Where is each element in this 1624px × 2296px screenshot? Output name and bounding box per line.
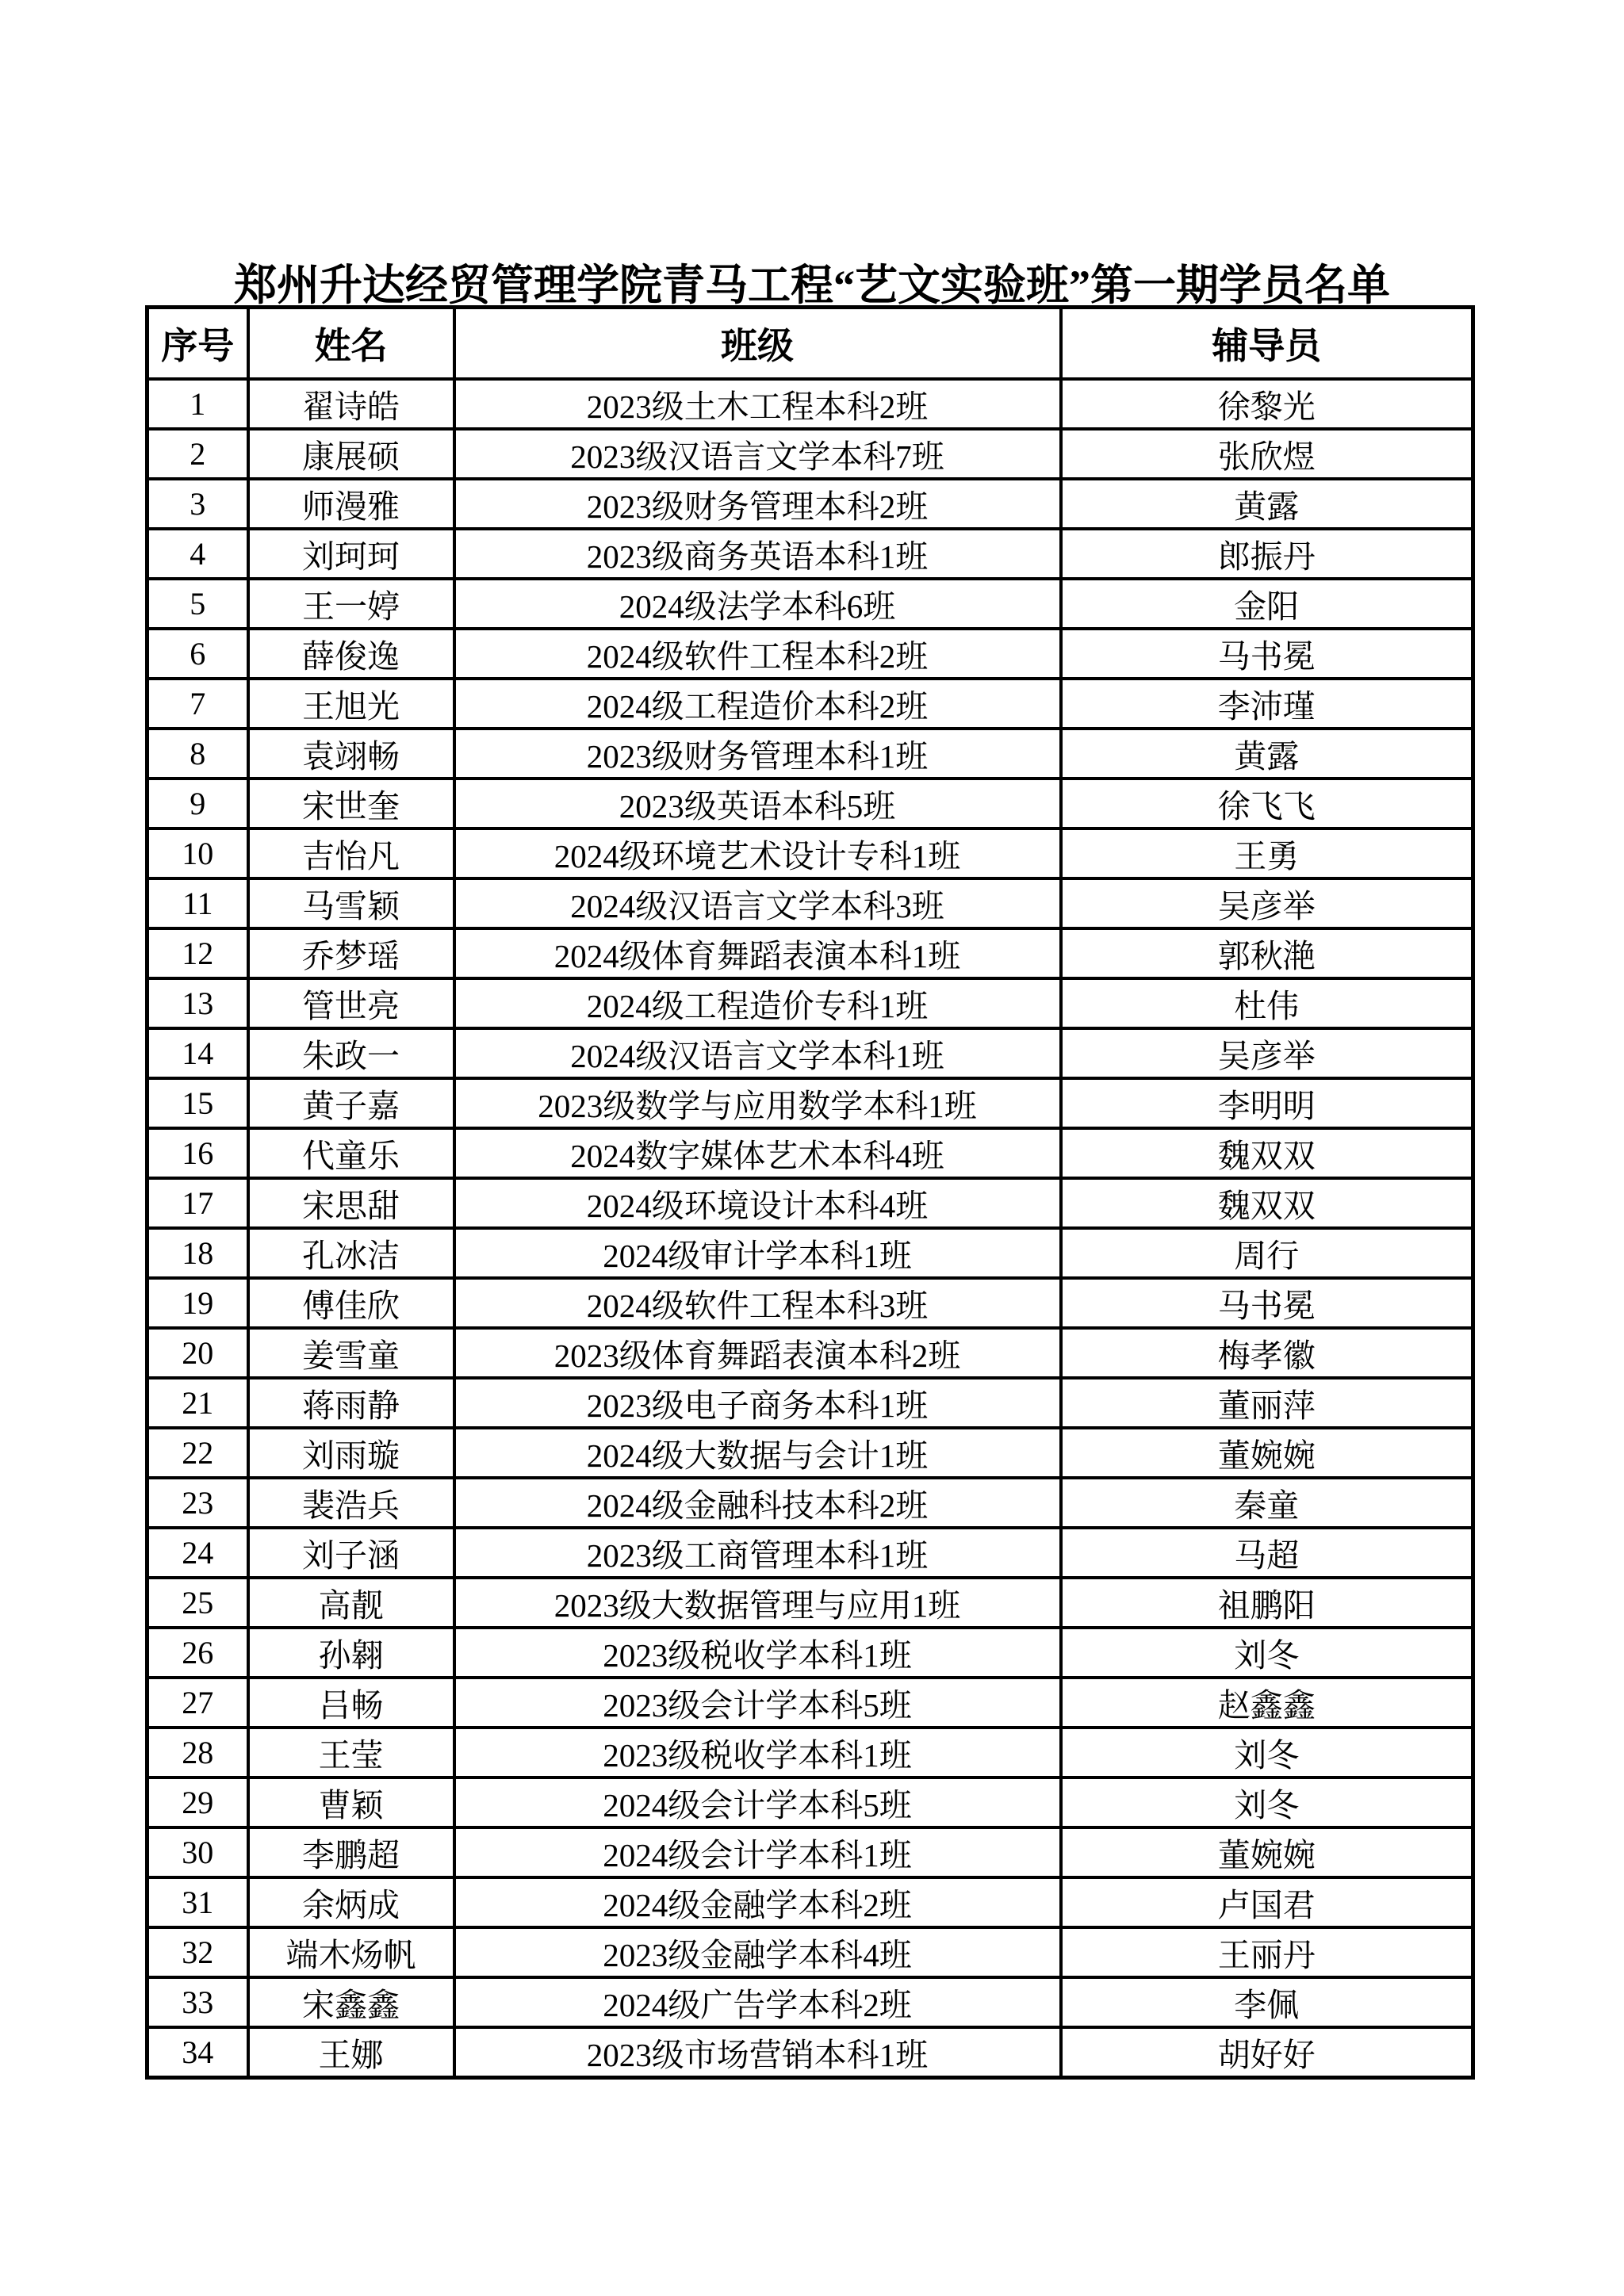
table-row xyxy=(147,1578,1473,1628)
cell-name: 姜雪童 xyxy=(248,1328,454,1378)
table-row xyxy=(147,1278,1473,1328)
cell-counselor: 赵鑫鑫 xyxy=(1061,1678,1473,1728)
table-row xyxy=(147,1927,1473,1977)
cell-counselor: 李佩 xyxy=(1061,1977,1473,2027)
cell-class: 2024级软件工程本科2班 xyxy=(454,629,1061,679)
cell-counselor: 徐黎光 xyxy=(1061,379,1473,429)
cell-name: 曹颖 xyxy=(248,1777,454,1827)
cell-class: 2023级汉语言文学本科7班 xyxy=(454,429,1061,479)
cell-counselor: 吴彦举 xyxy=(1061,1028,1473,1078)
cell-no: 4 xyxy=(147,529,248,579)
cell-counselor: 马书冕 xyxy=(1061,1278,1473,1328)
table-row xyxy=(147,1378,1473,1428)
cell-class: 2023级土木工程本科2班 xyxy=(454,379,1061,429)
table-row xyxy=(147,928,1473,978)
table-row xyxy=(147,1678,1473,1728)
cell-name: 孔冰洁 xyxy=(248,1228,454,1278)
cell-class: 2023级工商管理本科1班 xyxy=(454,1528,1061,1578)
cell-counselor: 王丽丹 xyxy=(1061,1927,1473,1977)
cell-no: 9 xyxy=(147,779,248,828)
cell-class: 2023级数学与应用数学本科1班 xyxy=(454,1078,1061,1128)
student-roster-table xyxy=(145,305,1475,2080)
cell-counselor: 张欣煜 xyxy=(1061,429,1473,479)
cell-counselor: 杜伟 xyxy=(1061,978,1473,1028)
cell-no: 15 xyxy=(147,1078,248,1128)
cell-name: 师漫雅 xyxy=(248,479,454,529)
table-row xyxy=(147,729,1473,779)
cell-class: 2024级环境设计本科4班 xyxy=(454,1178,1061,1228)
cell-counselor: 王勇 xyxy=(1061,828,1473,878)
table-row xyxy=(147,1128,1473,1178)
cell-no: 13 xyxy=(147,978,248,1028)
cell-name: 刘雨璇 xyxy=(248,1428,454,1478)
cell-class: 2024级金融学本科2班 xyxy=(454,1877,1061,1927)
cell-counselor: 李明明 xyxy=(1061,1078,1473,1128)
cell-no: 12 xyxy=(147,928,248,978)
cell-counselor: 董婉婉 xyxy=(1061,1428,1473,1478)
cell-counselor: 卢国君 xyxy=(1061,1877,1473,1927)
table-row xyxy=(147,1078,1473,1128)
table-row xyxy=(147,529,1473,579)
cell-counselor: 马书冕 xyxy=(1061,629,1473,679)
table-row xyxy=(147,629,1473,679)
cell-name: 蒋雨静 xyxy=(248,1378,454,1428)
table-row xyxy=(147,679,1473,729)
column-header-class: 班级 xyxy=(454,308,1061,380)
cell-class: 2023级金融学本科4班 xyxy=(454,1927,1061,1977)
cell-class: 2024级软件工程本科3班 xyxy=(454,1278,1061,1328)
table-row xyxy=(147,1777,1473,1827)
cell-no: 27 xyxy=(147,1678,248,1728)
table-header-row xyxy=(147,308,1473,380)
cell-name: 宋思甜 xyxy=(248,1178,454,1228)
table-row xyxy=(147,379,1473,429)
cell-name: 王一婷 xyxy=(248,579,454,629)
cell-class: 2023级大数据管理与应用1班 xyxy=(454,1578,1061,1628)
cell-no: 30 xyxy=(147,1827,248,1877)
cell-name: 吕畅 xyxy=(248,1678,454,1728)
cell-no: 17 xyxy=(147,1178,248,1228)
cell-name: 吉怡凡 xyxy=(248,828,454,878)
cell-no: 18 xyxy=(147,1228,248,1278)
cell-no: 2 xyxy=(147,429,248,479)
cell-name: 余炳成 xyxy=(248,1877,454,1927)
cell-no: 20 xyxy=(147,1328,248,1378)
cell-class: 2024级会计学本科1班 xyxy=(454,1827,1061,1877)
cell-no: 31 xyxy=(147,1877,248,1927)
cell-name: 傅佳欣 xyxy=(248,1278,454,1328)
cell-class: 2024级广告学本科2班 xyxy=(454,1977,1061,2027)
cell-no: 19 xyxy=(147,1278,248,1328)
cell-class: 2023级税收学本科1班 xyxy=(454,1728,1061,1777)
table-row xyxy=(147,1178,1473,1228)
table-row xyxy=(147,429,1473,479)
cell-class: 2024级法学本科6班 xyxy=(454,579,1061,629)
cell-class: 2023级财务管理本科1班 xyxy=(454,729,1061,779)
cell-name: 马雪颖 xyxy=(248,878,454,928)
cell-no: 29 xyxy=(147,1777,248,1827)
cell-name: 黄子嘉 xyxy=(248,1078,454,1128)
table-row xyxy=(147,779,1473,828)
table-row xyxy=(147,878,1473,928)
cell-class: 2023级商务英语本科1班 xyxy=(454,529,1061,579)
cell-counselor: 梅孝徽 xyxy=(1061,1328,1473,1378)
cell-no: 1 xyxy=(147,379,248,429)
cell-counselor: 胡好好 xyxy=(1061,2027,1473,2078)
cell-name: 宋鑫鑫 xyxy=(248,1977,454,2027)
cell-class: 2024级金融科技本科2班 xyxy=(454,1478,1061,1528)
cell-name: 翟诗皓 xyxy=(248,379,454,429)
cell-name: 刘珂珂 xyxy=(248,529,454,579)
table-row xyxy=(147,1728,1473,1777)
cell-counselor: 魏双双 xyxy=(1061,1178,1473,1228)
cell-no: 25 xyxy=(147,1578,248,1628)
cell-counselor: 郎振丹 xyxy=(1061,529,1473,579)
cell-no: 28 xyxy=(147,1728,248,1777)
cell-name: 乔梦瑶 xyxy=(248,928,454,978)
cell-no: 21 xyxy=(147,1378,248,1428)
cell-counselor: 郭秋滟 xyxy=(1061,928,1473,978)
cell-class: 2024级工程造价专科1班 xyxy=(454,978,1061,1028)
cell-no: 8 xyxy=(147,729,248,779)
cell-counselor: 祖鹏阳 xyxy=(1061,1578,1473,1628)
cell-name: 代童乐 xyxy=(248,1128,454,1178)
cell-class: 2024级环境艺术设计专科1班 xyxy=(454,828,1061,878)
cell-name: 薛俊逸 xyxy=(248,629,454,679)
cell-counselor: 吴彦举 xyxy=(1061,878,1473,928)
cell-name: 李鹏超 xyxy=(248,1827,454,1877)
cell-class: 2024级汉语言文学本科1班 xyxy=(454,1028,1061,1078)
cell-name: 袁翊畅 xyxy=(248,729,454,779)
cell-class: 2023级电子商务本科1班 xyxy=(454,1378,1061,1428)
cell-counselor: 刘冬 xyxy=(1061,1777,1473,1827)
cell-class: 2024级体育舞蹈表演本科1班 xyxy=(454,928,1061,978)
cell-counselor: 刘冬 xyxy=(1061,1728,1473,1777)
cell-no: 22 xyxy=(147,1428,248,1478)
table-row xyxy=(147,1028,1473,1078)
table-body xyxy=(147,379,1473,2078)
cell-no: 33 xyxy=(147,1977,248,2027)
cell-counselor: 徐飞飞 xyxy=(1061,779,1473,828)
cell-counselor: 金阳 xyxy=(1061,579,1473,629)
column-header-counselor: 辅导员 xyxy=(1061,308,1473,380)
cell-name: 端木炀帆 xyxy=(248,1927,454,1977)
table-row xyxy=(147,1628,1473,1678)
cell-no: 6 xyxy=(147,629,248,679)
cell-counselor: 周行 xyxy=(1061,1228,1473,1278)
cell-name: 刘子涵 xyxy=(248,1528,454,1578)
cell-name: 康展硕 xyxy=(248,429,454,479)
cell-class: 2024级大数据与会计1班 xyxy=(454,1428,1061,1478)
table-row xyxy=(147,1827,1473,1877)
table-row xyxy=(147,2027,1473,2078)
cell-counselor: 董丽萍 xyxy=(1061,1378,1473,1428)
cell-no: 23 xyxy=(147,1478,248,1528)
cell-no: 34 xyxy=(147,2027,248,2078)
cell-counselor: 刘冬 xyxy=(1061,1628,1473,1678)
table-row xyxy=(147,479,1473,529)
cell-class: 2023级市场营销本科1班 xyxy=(454,2027,1061,2078)
cell-class: 2023级英语本科5班 xyxy=(454,779,1061,828)
cell-name: 裴浩兵 xyxy=(248,1478,454,1528)
table-row xyxy=(147,1478,1473,1528)
column-header-name: 姓名 xyxy=(248,308,454,380)
table-row xyxy=(147,1528,1473,1578)
cell-no: 16 xyxy=(147,1128,248,1178)
table-row xyxy=(147,1977,1473,2027)
table-row xyxy=(147,1228,1473,1278)
cell-name: 高靓 xyxy=(248,1578,454,1628)
cell-counselor: 秦童 xyxy=(1061,1478,1473,1528)
cell-no: 5 xyxy=(147,579,248,629)
cell-class: 2024级汉语言文学本科3班 xyxy=(454,878,1061,928)
cell-class: 2023级会计学本科5班 xyxy=(454,1678,1061,1728)
table-row xyxy=(147,579,1473,629)
cell-counselor: 黄露 xyxy=(1061,479,1473,529)
cell-no: 26 xyxy=(147,1628,248,1678)
cell-name: 孙翱 xyxy=(248,1628,454,1678)
cell-no: 11 xyxy=(147,878,248,928)
cell-counselor: 李沛瑾 xyxy=(1061,679,1473,729)
table-row xyxy=(147,1877,1473,1927)
cell-name: 王旭光 xyxy=(248,679,454,729)
cell-no: 3 xyxy=(147,479,248,529)
table-row xyxy=(147,1428,1473,1478)
cell-class: 2024级审计学本科1班 xyxy=(454,1228,1061,1278)
cell-class: 2024级工程造价本科2班 xyxy=(454,679,1061,729)
cell-no: 7 xyxy=(147,679,248,729)
cell-no: 10 xyxy=(147,828,248,878)
cell-name: 王娜 xyxy=(248,2027,454,2078)
cell-counselor: 魏双双 xyxy=(1061,1128,1473,1178)
cell-counselor: 黄露 xyxy=(1061,729,1473,779)
cell-class: 2023级税收学本科1班 xyxy=(454,1628,1061,1678)
cell-no: 14 xyxy=(147,1028,248,1078)
cell-name: 王莹 xyxy=(248,1728,454,1777)
cell-counselor: 马超 xyxy=(1061,1528,1473,1578)
cell-name: 宋世奎 xyxy=(248,779,454,828)
cell-name: 朱政一 xyxy=(248,1028,454,1078)
cell-no: 24 xyxy=(147,1528,248,1578)
page-title: 郑州升达经贸管理学院青马工程“艺文实验班”第一期学员名单 xyxy=(234,262,1390,310)
table-row xyxy=(147,828,1473,878)
cell-class: 2023级体育舞蹈表演本科2班 xyxy=(454,1328,1061,1378)
column-header-no: 序号 xyxy=(147,308,248,380)
cell-class: 2024数字媒体艺术本科4班 xyxy=(454,1128,1061,1178)
cell-no: 32 xyxy=(147,1927,248,1977)
cell-class: 2023级财务管理本科2班 xyxy=(454,479,1061,529)
cell-counselor: 董婉婉 xyxy=(1061,1827,1473,1877)
table-row xyxy=(147,1328,1473,1378)
cell-name: 管世亮 xyxy=(248,978,454,1028)
cell-class: 2024级会计学本科5班 xyxy=(454,1777,1061,1827)
table-row xyxy=(147,978,1473,1028)
